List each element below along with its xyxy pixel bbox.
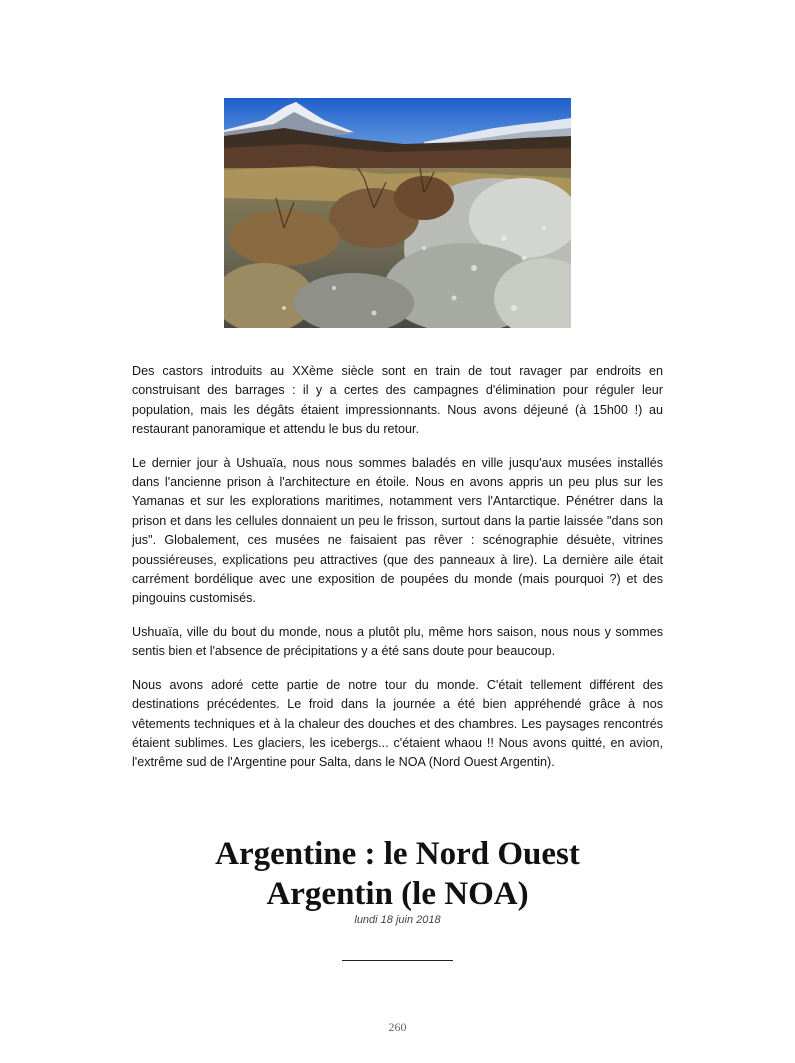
paragraph-conclusion: Nous avons adoré cette partie de notre tour du monde. C'était tellement différent des destinations précédentes. Le froid dans la journée a été bien appréhendé grâce à nos vêtements techniques et à la chaleur des douches et des chambres. Les paysages rencontrés étaient sublimes. Les glaciers, les icebergs... c'étaient whaou !! Nous avons quitté, en avion, l'extrême sud de l'Argentine pour Salta, dans le NOA (Nord Ouest Argentin). [132, 677, 663, 770]
page-number: 260 [388, 1020, 407, 1034]
paragraph-dernier-jour: Le dernier jour à Ushuaïa, nous nous sommes baladés en ville jusqu'aux musées installés dans l'ancienne prison à l'architecture en étoile. Nous en avons appris un peu plus sur les Yamanas et sur les explorations maritimes, notamment vers l'Antarctique. Pénétrer dans la prison et dans les cellules donnaient un peu le frisson, surtout dans la partie laissée "dans son jus". Globalement, ces musées ne faisaient pas rêver : scénographie désuète, vitrines poussiéreuses, explications peu attractives (que des panneaux à lire). La dernière aile était carrément bordélique avec une exposition de poupées du monde (mais pourquoi ?) et des pingouins customisés. [132, 455, 663, 606]
chapter-title [0, 834, 795, 914]
paragraph-castors: Des castors introduits au XXème siècle sont en train de tout ravager par endroits en construisant des barrages : il y a certes des campagnes d'élimination pour réguler leur population, mais les dégâts étaient impressionnants. Nous avons déjeuné (à 15h00 !) au restaurant panoramique et attendu le bus du retour. [132, 364, 663, 437]
chapter-title-line2: Argentin (le NOA) [266, 876, 529, 912]
chapter-title-line1: Argentine : le Nord Ouest [215, 836, 580, 872]
divider [342, 960, 453, 961]
chapter-date: lundi 18 juin 2018 [354, 914, 441, 926]
landscape-photo [224, 98, 571, 328]
body-text [132, 362, 663, 787]
paragraph-ushuaia: Ushuaïa, ville du bout du monde, nous a plutôt plu, même hors saison, nous nous y sommes sentis bien et l'absence de précipitations y a été sans doute pour beaucoup. [132, 624, 663, 659]
